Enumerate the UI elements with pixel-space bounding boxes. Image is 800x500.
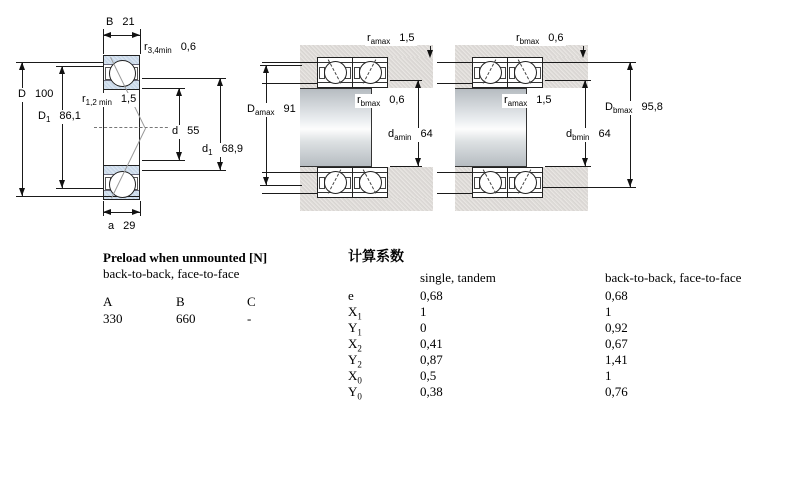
factor-value-single: 0,41 [420,336,443,351]
arrowhead [582,158,588,166]
dim-symbol: r [367,32,371,44]
housing-section [543,167,588,198]
dim-label-a [106,220,137,234]
ball [514,171,537,194]
dim-value: 95,8 [641,101,663,113]
bearing-section [508,58,542,87]
shaft-line [437,172,472,173]
dim-value: 91 [283,103,296,115]
preload-value-C: - [247,311,252,326]
bearing-section [473,58,508,87]
dim-value: 1,5 [536,94,552,106]
dimension-line-dbmin [585,80,586,166]
preload-value-A: 330 [103,311,123,326]
dimension-line-Damax [266,65,267,185]
dim-symbol: r [144,41,148,53]
dim-subscript: amin [394,133,412,143]
factors-col1-header: single, tandem [420,270,496,285]
housing-section [300,198,433,211]
dim-label-d1 [200,143,245,157]
factor-value-btb: 0,76 [605,384,628,399]
preload-col-header-B: B [176,294,185,309]
dim-value: 0,6 [180,41,196,53]
dim-subscript: bmax [519,37,540,47]
dim-value: 29 [123,220,136,232]
dim-value: 0,6 [389,94,405,106]
factor-value-single: 0 [420,320,427,335]
bearing-section [353,168,387,197]
dim-symbol: a [108,220,115,232]
extension-line [142,170,226,171]
arrowhead [580,50,586,58]
arrowhead [103,209,111,215]
dim-label-Dbmax [603,101,665,115]
preload-table-subtitle: back-to-back, face-to-face [103,266,240,281]
dim-subscript: bmax [612,106,633,116]
extension-line [545,166,591,167]
bearing-pair-top [317,57,388,88]
arrowhead [263,177,269,185]
dim-label-ramax-a [365,32,417,46]
arrowhead [176,152,182,160]
dim-symbol: D [605,101,613,113]
extension-line [140,201,141,216]
arrowhead [59,66,65,74]
factor-value-single: 1 [420,304,427,319]
arrowhead [627,62,633,70]
extension-line [260,185,302,186]
dim-symbol: d [172,125,179,137]
factor-value-btb: 0,92 [605,320,628,335]
bearing-section [318,58,353,87]
arrowhead [582,80,588,88]
dim-symbol: r [504,94,508,106]
dimension-line-Dbmax [630,62,631,187]
dimension-line-D1 [62,66,63,188]
dim-symbol: B [106,16,114,28]
dim-subscript: 1 [45,115,51,125]
shaft-line [262,193,317,194]
arrowhead [217,162,223,170]
ball [359,61,382,84]
dim-value: 64 [420,128,433,140]
factor-value-btb: 0,67 [605,336,628,351]
factor-value-btb: 0,68 [605,288,628,303]
extension-line [140,29,141,54]
housing-section [388,57,433,88]
factor-row [0,368,800,384]
bearing-cross-section-bottom [103,165,140,200]
dim-label-D1 [36,110,83,124]
extension-line [142,78,226,79]
factor-row [0,288,800,304]
dim-symbol: r [516,32,520,44]
factor-symbol: e [348,288,354,303]
arrowhead [627,179,633,187]
dim-label-dbmin [564,128,613,142]
arrowhead [103,32,111,38]
dim-value: 0,6 [548,32,564,44]
shaft-line [437,193,472,194]
dim-value: 21 [122,16,135,28]
arrowhead [427,50,433,58]
shaft-line [262,172,317,173]
dim-value: 68,9 [221,143,243,155]
factors-col2-header: back-to-back, face-to-face [605,270,742,285]
factor-symbol: $Y_1$ [348,320,362,338]
arrowhead [263,65,269,73]
extension-line [142,160,185,161]
arrowhead [132,32,140,38]
bearing-section [508,168,542,197]
dim-symbol: d [388,128,395,140]
dim-value: 100 [34,88,54,100]
arrowhead [415,80,421,88]
dim-symbol: r [82,93,86,105]
dim-subscript: bmax [360,99,381,109]
extension-line [56,188,103,189]
preload-col-header-C: C [247,294,256,309]
factors-table-title: 计算系数 [348,250,404,265]
factor-row [0,352,800,368]
factor-row [0,304,800,320]
extension-line [540,62,636,63]
dim-subscript: amax [507,99,528,109]
bearing-pair-bottom [317,167,388,198]
dim-symbol: D [38,110,46,122]
factor-value-btb: 1,41 [605,352,628,367]
extension-line [390,166,422,167]
dimension-line-D [22,62,23,196]
dim-subscript: amax [370,37,391,47]
dim-label-r34 [142,41,198,55]
factor-symbol: $X_2$ [348,336,362,354]
center-line [94,127,178,128]
bearing-cross-section-top [103,55,140,90]
factor-symbol: $X_0$ [348,368,362,386]
dim-value: 86,1 [59,110,81,122]
ball [324,171,347,194]
factor-symbol: $Y_0$ [348,384,362,402]
shaft-line [262,83,317,84]
ball [479,61,502,84]
dim-value: 64 [598,128,611,140]
shaft-line [262,62,317,63]
preload-table-title: Preload when unmounted [N] [103,250,268,265]
preload-value-B: 660 [176,311,196,326]
arrowhead [415,158,421,166]
factor-value-single: 0,68 [420,288,443,303]
dim-label-damin [386,128,435,142]
housing-section [455,198,588,211]
factor-value-single: 0,5 [420,368,437,383]
dim-symbol: d [566,128,573,140]
factor-symbol: $X_1$ [348,304,362,322]
arrowhead [59,180,65,188]
dim-label-r12 [80,93,138,107]
dim-subscript: amax [254,108,275,118]
bearing-pair-top [472,57,543,88]
dim-subscript: 1,2 min [85,98,112,108]
bearing-section [353,58,387,87]
extension-line [16,62,103,63]
bearing-pair-bottom [472,167,543,198]
dim-label-Damax [245,103,298,117]
dim-label-rbmax-b [514,32,566,46]
dim-subscript: 1 [208,148,213,158]
dim-symbol: D [18,88,26,100]
shaft-line [437,62,472,63]
factor-symbol: $Y_2$ [348,352,362,370]
arrowhead [19,62,25,70]
factor-value-single: 0,87 [420,352,443,367]
dim-label-D [16,88,55,102]
bearing-section [473,168,508,197]
bearing-section [318,168,353,197]
arrowhead [176,88,182,96]
preload-col-header-A: A [103,294,113,309]
dim-label-rbmax-a [355,94,407,108]
dim-subscript: bmin [572,133,590,143]
factor-value-btb: 1 [605,304,612,319]
factor-value-single: 0,38 [420,384,443,399]
arrowhead [19,188,25,196]
dimension-line-damin [418,80,419,166]
factor-row [0,336,800,352]
dim-value: 1,5 [399,32,415,44]
dim-symbol: D [247,103,255,115]
dim-subscript: 3,4min [147,46,172,56]
dim-label-d [170,125,201,139]
extension-line [540,187,636,188]
housing-section [388,167,433,198]
dim-value: 55 [187,125,200,137]
shaft-line [437,83,472,84]
dimension-line-d [179,88,180,160]
dim-label-ramax-b [502,94,554,108]
arrowhead [132,209,140,215]
dim-value: 1,5 [120,93,137,105]
dim-symbol: r [357,94,361,106]
factor-row [0,320,800,336]
factor-row [0,384,800,400]
dim-label-B [104,16,137,30]
dim-symbol: d [202,143,209,155]
factor-value-btb: 1 [605,368,612,383]
arrowhead [217,78,223,86]
